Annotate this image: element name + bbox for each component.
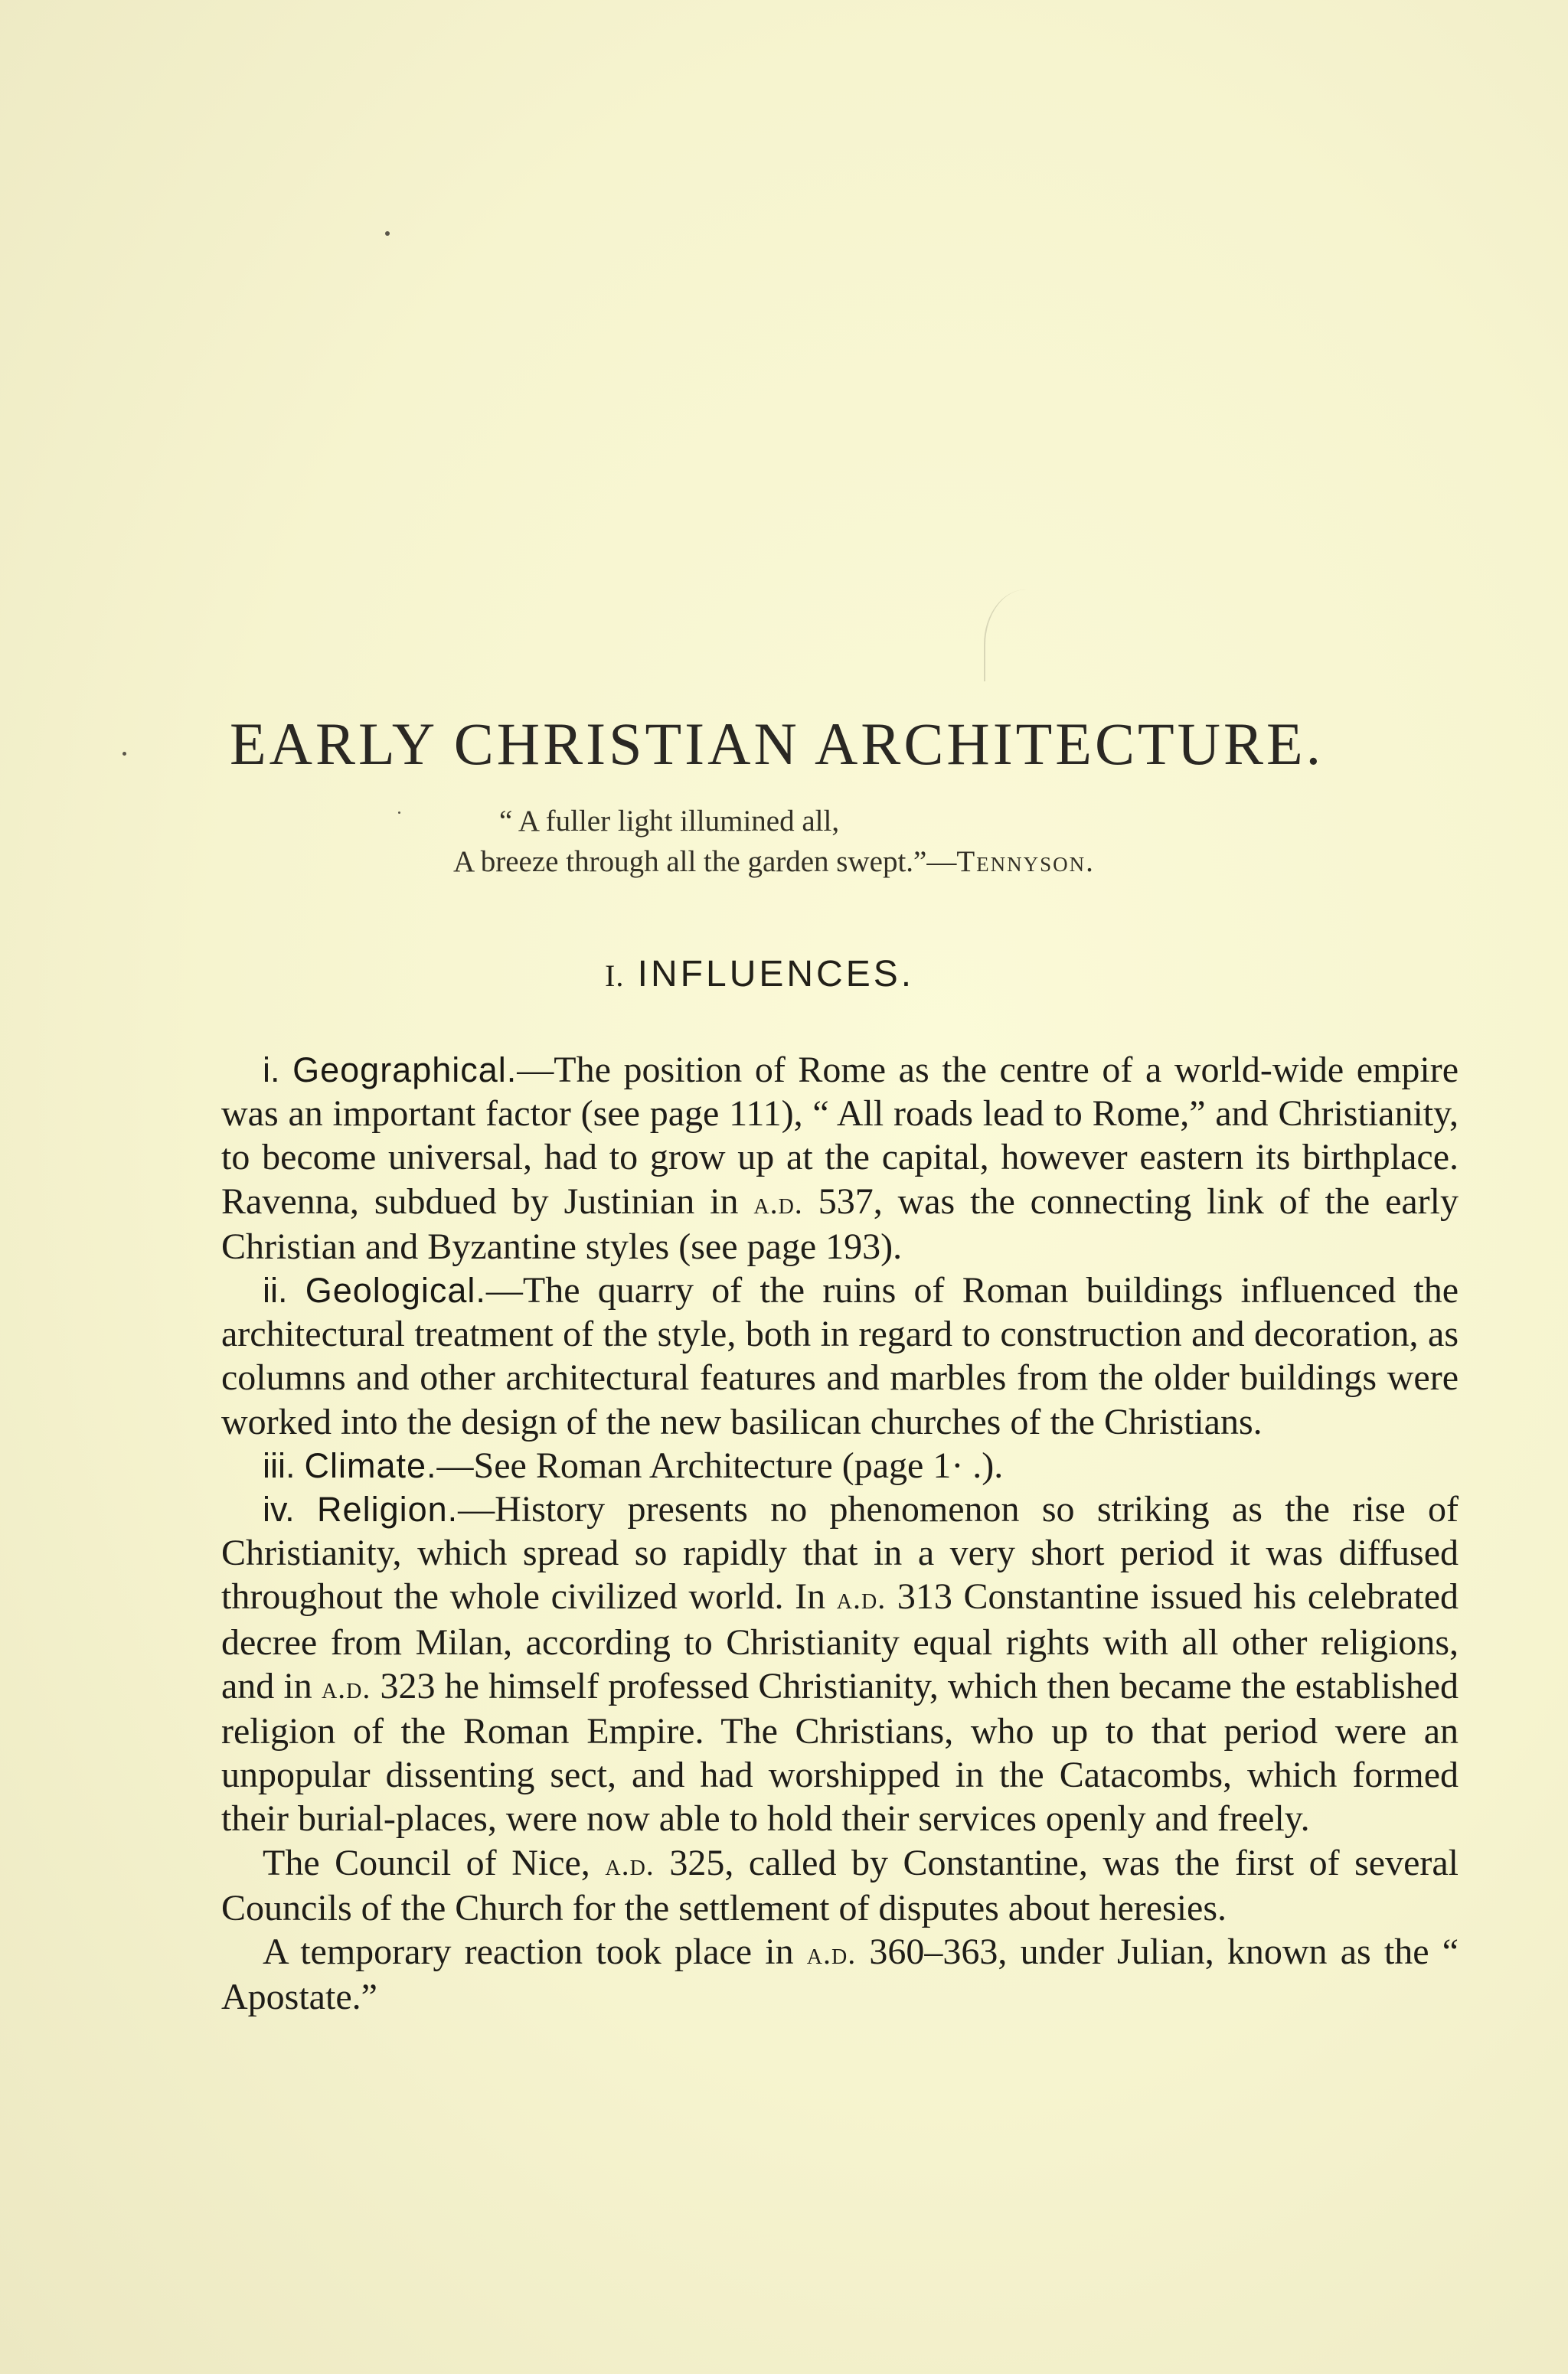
era-abbreviation: a.d.: [806, 1936, 857, 1971]
paragraph-number: ii.: [263, 1271, 288, 1311]
chapter-title: EARLY CHRISTIAN ARCHITECTURE.: [230, 710, 1325, 778]
paragraph-julian: A temporary reaction took place in a.d. 360–363, under Julian, known as the “ Apostate.”: [221, 1932, 1459, 2018]
epigraph-line-2: [453, 844, 1295, 879]
section-heading: [605, 953, 914, 995]
paragraph-council: The Council of Nice, a.d. 325, called by Constantine, was the first of several Councils of the Church for the settlement of disputes about heresies.: [221, 1842, 1459, 1928]
section-number: I.: [605, 958, 625, 993]
era-abbreviation: a.d.: [321, 1670, 371, 1705]
paragraph-lead: Geological.: [305, 1271, 486, 1311]
paragraph-body: —The quarry of the ruins of Roman buildings influenced the architectural treatment of the style, both in regard to construction and decoration, as columns and other architectural features and marbles from the older buildings were worked into the design of the new basilican churches of the Christians.: [221, 1270, 1459, 1442]
era-abbreviation: a.d.: [836, 1581, 887, 1616]
epigraph-author: Tennyson.: [956, 845, 1095, 878]
paragraph-number: i.: [263, 1050, 280, 1089]
paragraph-religion: [221, 1487, 1459, 1841]
paragraph-body: —The position of Rome as the centre of a world-wide empire was an important factor (see page 111), “ All roads lead to Rome,” and Christianity, to become universal, had to grow up at the capital, however eastern its birthplace. Ravenna, subdued by Justinian in a.d. 537, was the connecting link of the early Christian and Byzantine styles (see page 193).: [221, 1050, 1459, 1267]
paragraph-lead: Geographical.: [292, 1050, 518, 1089]
epigraph-line-1: “ A fuller light illumined all,: [499, 805, 840, 838]
paragraph-lead: Climate.: [304, 1445, 437, 1485]
section-title: INFLUENCES.: [637, 954, 915, 994]
body-text: [221, 1048, 1459, 2019]
page-speck: [385, 231, 390, 236]
paragraph-geological: [221, 1269, 1459, 1444]
paragraph-geographical: [221, 1048, 1459, 1269]
paragraph-body: —See Roman Architecture (page 1· .).: [436, 1445, 1004, 1486]
era-abbreviation: a.d.: [605, 1847, 655, 1882]
paragraph-number: iv.: [263, 1490, 295, 1530]
page-speck: [122, 752, 126, 756]
era-abbreviation: a.d.: [753, 1185, 803, 1220]
paragraph-number: iii.: [263, 1445, 296, 1485]
paragraph-body: —History presents no phenomenon so striking as the rise of Christianity, which spread so rapidly that in a very short period it was diffused throughout the whole civilized world. In a.d. 313 Constantine issued his celebrated decree from Milan, according to Christianity equal rights with all other religions, and in a.d. 323 he himself professed Christianity, which then became the established religion of the Roman Empire. The Christians, who up to that period were an unpopular dissenting sect, and had worshipped in the Catacombs, which formed their burial-places, were now able to hold their services openly and freely.: [221, 1489, 1459, 1840]
page-speck: [398, 811, 400, 814]
paragraph-climate: [221, 1444, 1459, 1487]
paragraph-lead: Religion.: [317, 1490, 459, 1530]
page-stain: [984, 589, 1054, 681]
epigraph-text: A breeze through all the garden swept.”—: [453, 845, 957, 878]
